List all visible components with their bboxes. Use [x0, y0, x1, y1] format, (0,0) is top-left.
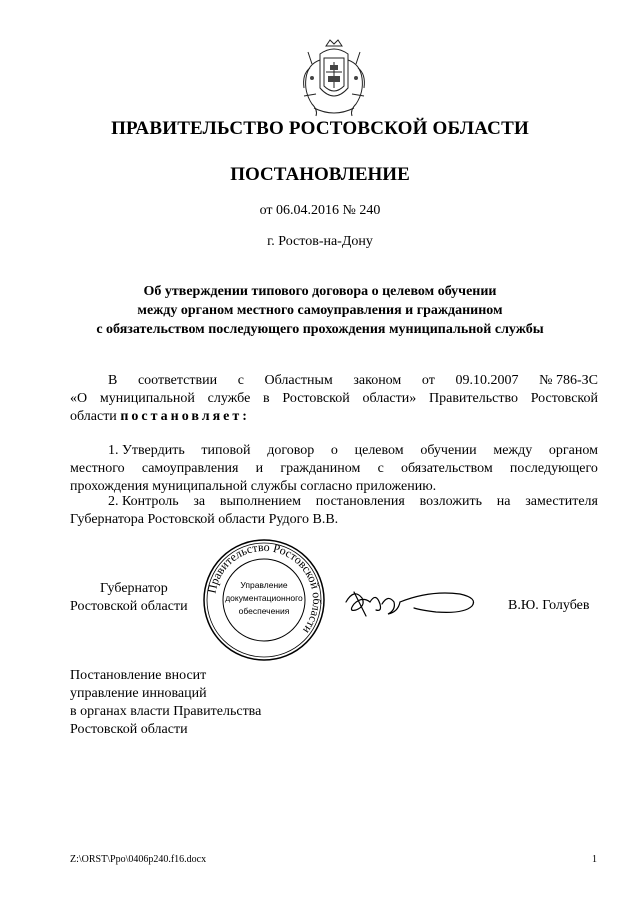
- stamp-inner-line: документационного: [225, 593, 303, 603]
- subject-line: с обязательством последующего прохождения муниципальной службы: [96, 322, 544, 337]
- subject-line: Об утверждении типового договора о целевом обучении: [143, 284, 497, 299]
- document-subject: [60, 282, 580, 339]
- item-1-line-1: 1. Утвердить типовой договор о целевом обучении между органом: [108, 443, 598, 458]
- item-2-paragraph: [70, 493, 598, 529]
- decree-word: постановляет:: [120, 409, 250, 424]
- item-1-line-3: прохождения муниципальной службы согласно приложению.: [70, 479, 437, 494]
- stamp-outer-text: Правительство Ростовской области: [204, 539, 325, 637]
- item-2-line-1: 2. Контроль за выполнением постановления возложить на заместителя: [108, 494, 598, 509]
- preamble-paragraph: [70, 372, 598, 426]
- preamble-line-2: «О муниципальной службе в Ростовской области» Правительство Ростовской: [70, 391, 598, 406]
- signatory-name: В.Ю. Голубев: [508, 598, 590, 613]
- item-1-paragraph: [70, 442, 598, 496]
- coat-of-arms-icon: [296, 38, 372, 122]
- item-2-line-2: Губернатора Ростовской области Рудого В.В.: [70, 512, 339, 527]
- date-and-number: от 06.04.2016 № 240: [259, 203, 381, 218]
- preamble-line-3: области постановляет:: [70, 409, 250, 424]
- city: г. Ростов-на-Дону: [267, 234, 373, 249]
- government-title: ПРАВИТЕЛЬСТВО РОСТОВСКОЙ ОБЛАСТИ: [111, 118, 529, 139]
- file-path: Z:\ORST\Ppo\0406p240.f16.docx: [70, 854, 207, 865]
- item-1-line-2: местного самоуправления и гражданином с обязательством последующего: [70, 461, 598, 476]
- official-stamp: [202, 538, 326, 662]
- signatory-title: Губернатор Ростовской области: [70, 581, 188, 614]
- handwritten-signature: [340, 580, 482, 626]
- subject-line: между органом местного самоуправления и гражданином: [137, 303, 503, 318]
- stamp-inner-line: Управление: [240, 580, 288, 590]
- preamble-line-1: В соответствии с Областным законом от 09.10.2007 № 786-ЗС: [108, 373, 598, 388]
- stamp-inner-line: обеспечения: [238, 606, 290, 616]
- submission-note: Постановление вносит управление инноваций в органах власти Правительства Ростовской области: [70, 668, 262, 737]
- document-type: ПОСТАНОВЛЕНИЕ: [230, 164, 410, 185]
- page-number: 1: [592, 854, 597, 865]
